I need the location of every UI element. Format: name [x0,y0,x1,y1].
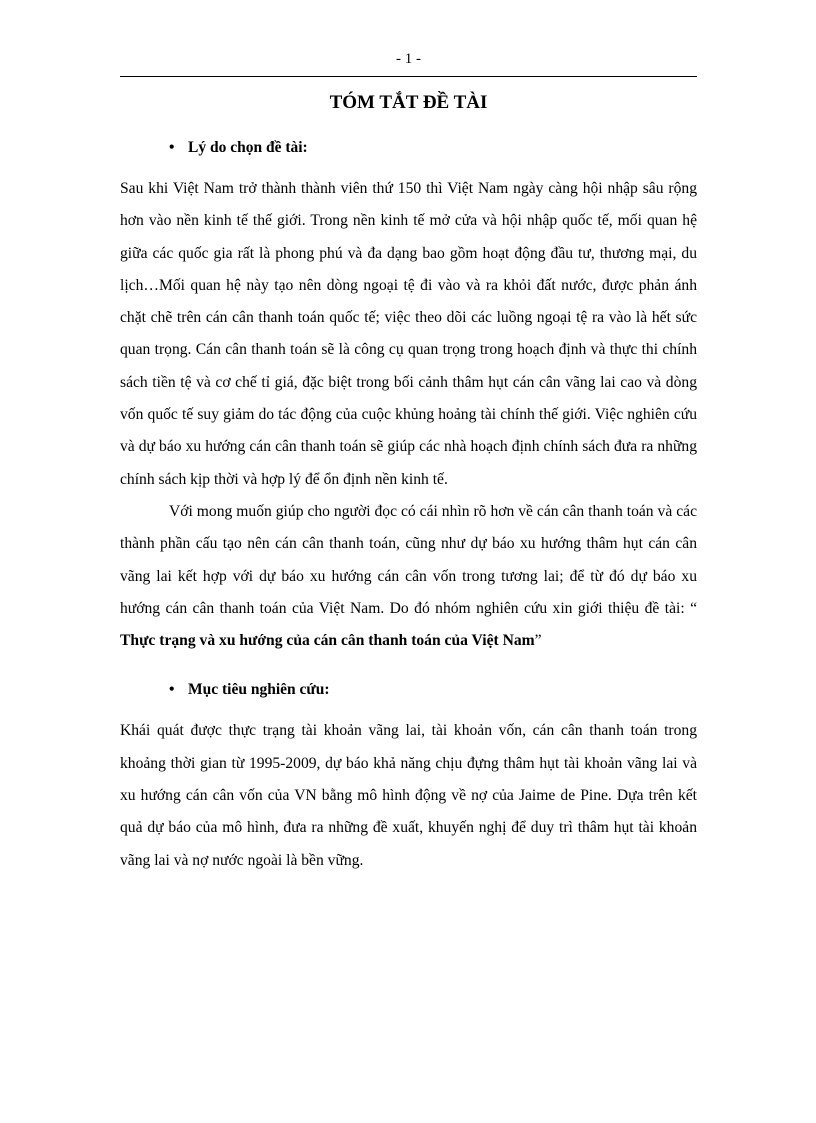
document-page [120,50,697,877]
document-title: TÓM TẮT ĐỀ TÀI [329,92,488,113]
section-heading-reason [120,137,697,159]
paragraph-reason-1: Sau khi Việt Nam trở thành thành viên thứ 150 thì Việt Nam ngày càng hội nhập sâu rộng hơn vào nền kinh tế thế giới. Trong nền kinh tế mở cửa và hội nhập quốc tế, mối quan hệ giữa các quốc gia rất là phong phú và đa dạng bao gồm hoạt động đầu tư, thương mại, du lịch…Mối quan hệ này tạo nên dòng ngoại tệ đi vào và ra khỏi đất nước, được phản ánh chặt chẽ trên cán cân thanh toán quốc tế; việc theo dõi các luồng ngoại tệ ra vào là hết sức quan trọng. Cán cân thanh toán sẽ là công cụ quan trọng trong hoạch định và thực thi chính sách tiền tệ và cơ chế tỉ giá, đặc biệt trong bối cảnh thâm hụt cán cân vãng lai cao và dòng vốn quốc tế suy giảm do tác động của cuộc khủng hoảng tài chính thế giới. Việc nghiên cứu và dự báo xu hướng cán cân thanh toán sẽ giúp các nhà hoạch định chính sách đưa ra những chính sách kịp thời và hợp lý để ổn định nền kinh tế. [120,180,697,488]
paragraph-reason-2 [120,496,697,657]
bullet-icon: • [169,681,175,699]
section-heading-objective-text: Mục tiêu nghiên cứu: [188,681,330,699]
closing-quote: ” [534,632,542,650]
bullet-icon: • [169,139,175,156]
page-number: - 1 - [396,51,421,67]
header-rule [120,76,697,77]
section-heading-objective [120,679,697,701]
paragraph-reason-2-text: Với mong muốn giúp cho người đọc có cái nhìn rõ hơn về cán cân thanh toán và các thành phần cấu tạo nên cán cân thanh toán, cũng như dự báo xu hướng thâm hụt cán cân vãng lai kết hợp với dự báo xu hướng cán cân vốn trong tương lai; để từ đó dự báo xu hướng cán cân thanh toán của Việt Nam. Do đó nhóm nghiên cứu xin giới thiệu đề tài: “ [120,502,697,617]
paragraph-objective-1: Khái quát được thực trạng tài khoản vãng lai, tài khoản vốn, cán cân thanh toán trong khoảng thời gian từ 1995-2009, dự báo khả năng chịu đựng thâm hụt tài khoản vãng lai và xu hướng cán cân vốn của VN bằng mô hình động về nợ của Jaime de Pine. Dựa trên kết quả dự báo của mô hình, đưa ra những đề xuất, khuyến nghị để duy trì thâm hụt tài khoản vãng lai và nợ nước ngoài là bền vững. [120,722,697,869]
section-heading-reason-text: Lý do chọn đề tài: [188,139,308,156]
topic-title: Thực trạng và xu hướng của cán cân thanh toán của Việt Nam [120,632,535,650]
